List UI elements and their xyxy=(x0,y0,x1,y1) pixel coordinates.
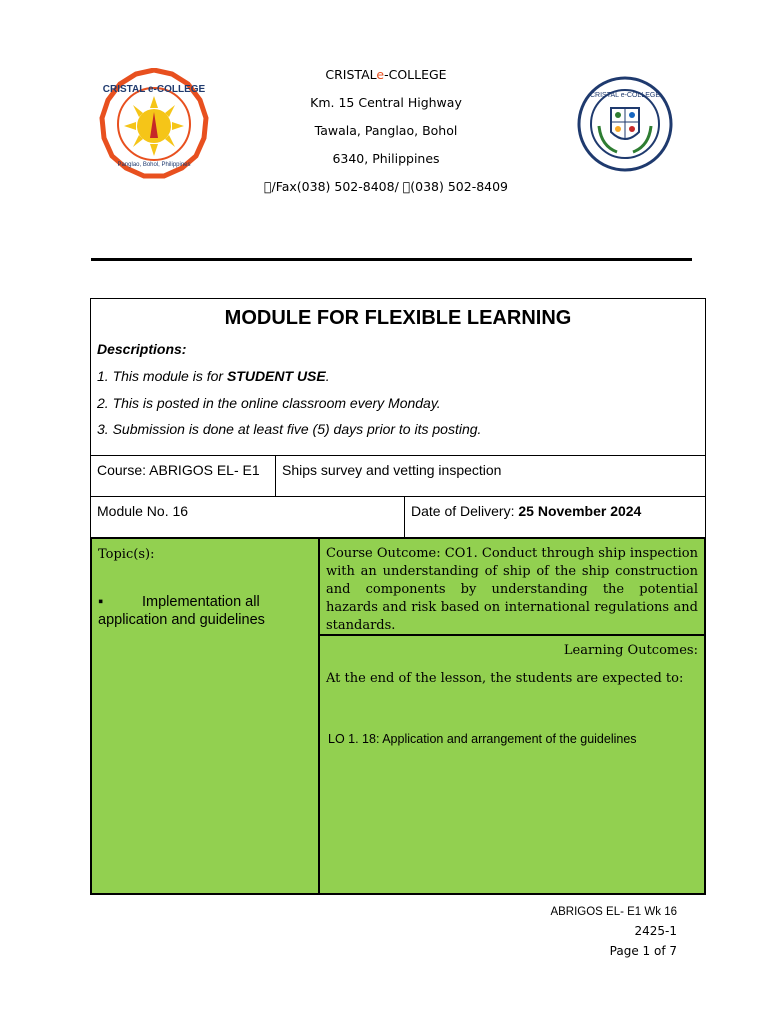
college-phone-line:  /Fax(038) 502-8408/  (038) 502-8409 xyxy=(263,179,509,194)
topics-cell xyxy=(90,537,320,895)
cristal-college-logo-left xyxy=(98,68,210,180)
delivery-date: Date of Delivery: 25 November 2024 xyxy=(411,503,642,519)
learning-outcomes-label: Learning Outcomes: xyxy=(563,643,698,658)
footer-course-code: ABRIGOS EL- E1 Wk 16 xyxy=(550,906,677,918)
header-divider xyxy=(91,258,692,261)
descriptions-label: Descriptions: xyxy=(97,341,187,357)
svg-text:CRISTAL e-COLLEGE: CRISTAL e-COLLEGE xyxy=(102,84,206,95)
course-outcome: Course Outcome: CO1. Conduct through ship inspection with an understanding of ship of the ship construction and components by understanding the potential hazards and risk based on international regulations and standards. xyxy=(326,546,698,633)
learning-outcomes-intro: At the end of the lesson, the students are expected to: xyxy=(326,671,684,686)
cristal-college-seal-right xyxy=(577,76,673,172)
svg-text:CRISTAL e-COLLEGE: CRISTAL e-COLLEGE xyxy=(589,92,661,99)
college-address-line2: Tawala, Panglao, Bohol xyxy=(314,123,458,138)
description-item-3: 3. Submission is done at least five (5) days prior to its posting. xyxy=(97,421,482,437)
college-address-line3: 6340, Philippines xyxy=(332,151,440,166)
topic-item: ▪ Implementation all application and guidelines xyxy=(98,594,265,628)
course-title: Ships survey and vetting inspection xyxy=(282,462,502,478)
bullet-icon: ▪ xyxy=(98,594,104,610)
footer-version: 2425-1 xyxy=(634,924,677,938)
college-header xyxy=(240,64,532,204)
description-item-1: 1. This module is for STUDENT USE. xyxy=(97,368,330,384)
learning-outcome-item: LO 1. 18: Application and arrangement of the guidelines xyxy=(328,732,637,746)
course-code: Course: ABRIGOS EL- E1 xyxy=(97,462,260,478)
description-item-2: 2. This is posted in the online classroom every Monday. xyxy=(97,395,441,411)
college-name: CRISTALe-COLLEGE xyxy=(325,67,447,82)
footer-page-number: Page 1 of 7 xyxy=(609,944,677,958)
topics-label: Topic(s): xyxy=(98,547,155,562)
college-address-line1: Km. 15 Central Highway xyxy=(310,95,462,110)
module-title: MODULE FOR FLEXIBLE LEARNING xyxy=(224,307,572,329)
svg-text:Panglao, Bohol, Philippines: Panglao, Bohol, Philippines xyxy=(117,162,191,168)
module-number: Module No. 16 xyxy=(97,503,189,519)
